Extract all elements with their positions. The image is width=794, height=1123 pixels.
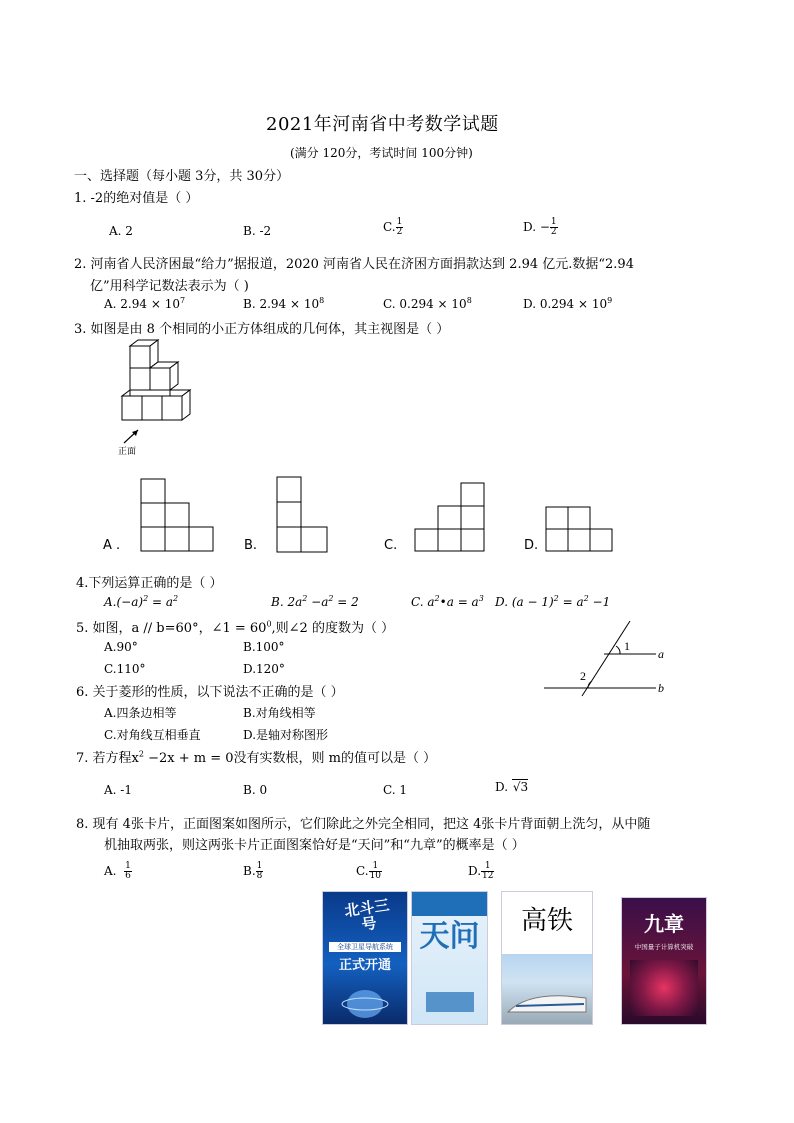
card-tianwen <box>411 891 488 1025</box>
question-2-line2: 亿”用科学记数法表示为（ ) <box>90 279 249 294</box>
question-8-line1: 8. 现有 4张卡片，正面图案如图所示，它们除此之外完全相同，把这 4张卡片背面朝上洗匀，从中随 <box>76 817 651 832</box>
q2-option-c: C. $0.294 \times 10^8$ <box>383 296 472 311</box>
parallel-lines-figure <box>544 618 674 698</box>
question-5-stem: 5. 如图，a // b=60°，∠1 = $60^0$,则∠2 的度数为（ ） <box>76 619 395 636</box>
question-6-stem: 6. 关于菱形的性质，以下说法不正确的是（ ） <box>76 685 344 700</box>
line-b-label: b <box>658 681 664 695</box>
question-4-stem: 4.下列运算正确的是（ ） <box>76 576 223 591</box>
q8-option-b: B. $\frac{1}{8}$ <box>243 861 263 881</box>
train-icon <box>506 984 588 1020</box>
question-2-line1: 2. 河南省人民济困最“给力”据报道，2020 河南省人民在济困方面捐款达到 2.94 亿元.数据“2.94 <box>74 257 634 272</box>
section-heading: 一、选择题（每小题 3分，共 30分） <box>74 169 290 184</box>
card-tianwen-title: 天问 <box>419 919 480 954</box>
card-beidou-title: 北斗三号 <box>343 896 391 934</box>
q4-option-b: B. $2a^2 -a^2 = 2$ <box>271 594 359 609</box>
card-jiuzhang-title: 九章 <box>644 912 684 936</box>
q8-option-d: D. $\frac{1}{12}$ <box>468 861 494 881</box>
card-gaotie <box>501 891 593 1025</box>
card-tianwen-footer <box>426 992 474 1012</box>
q3-view-b <box>276 476 331 553</box>
q2-option-b: B. $2.94 \times 10^8$ <box>243 296 325 311</box>
q6-option-d: D.是轴对称图形 <box>243 728 329 742</box>
question-7-stem: 7. 若方程$x^2 -2x + m = 0$没有实数根，则 m的值可以是（ ） <box>76 749 437 766</box>
q7-option-d: D. √3 <box>495 780 529 794</box>
front-arrow-icon <box>122 428 142 444</box>
q6-option-c: C.对角线互相垂直 <box>104 728 201 742</box>
q1-option-c: C. $\frac{1}{2}$ <box>383 217 403 237</box>
q3-option-c: C. <box>384 538 398 553</box>
card-jiuzhang-line1: 中国量子计算机突破 <box>634 943 694 951</box>
q3-view-a <box>140 478 215 553</box>
q5-option-c: C.110° <box>104 662 146 676</box>
q1-option-b: B. -2 <box>243 224 272 238</box>
card-jiuzhang-graphic <box>630 960 698 1016</box>
q7-option-b: B. 0 <box>243 783 268 797</box>
card-jiuzhang <box>621 897 707 1025</box>
angle-1-label: 1 <box>624 639 630 653</box>
earth-icon <box>341 980 389 1020</box>
question-8-line2: 机抽取两张，则这两张卡片正面图案恰好是“天问”和“九章”的概率是（ ） <box>104 838 525 853</box>
q7-option-c: C. 1 <box>383 783 408 797</box>
q5-option-a: A.90° <box>104 640 138 654</box>
q3-option-a: A . <box>103 538 121 553</box>
page-title: 2021年河南省中考数学试题 <box>266 114 499 135</box>
q8-option-c: C. $\frac{1}{10}$ <box>356 861 382 881</box>
card-beidou <box>322 891 408 1025</box>
q3-option-d: D. <box>524 538 539 553</box>
q2-option-a: A. $2.94 \times 10^7$ <box>104 296 186 311</box>
q1-option-d: D. − $\frac{1}{2}$ <box>523 217 557 237</box>
q3-option-b: B. <box>244 538 258 553</box>
q7-option-a: A. -1 <box>104 783 132 797</box>
q4-option-c: C. $a^2•a = a^3$ <box>411 594 484 609</box>
card-beidou-line1: 全球卫星导航系统 <box>329 942 401 952</box>
question-1-stem: 1. -2的绝对值是（ ） <box>74 191 199 206</box>
cube-solid-figure <box>118 338 208 428</box>
q6-option-a: A.四条边相等 <box>104 706 177 720</box>
front-label: 正面 <box>118 447 137 457</box>
page-subtitle: (满分 120分，考试时间 100分钟) <box>290 146 473 160</box>
q5-option-b: B.100° <box>243 640 285 654</box>
q3-view-d <box>545 506 615 552</box>
line-a-label: a <box>658 647 664 661</box>
question-3-stem: 3. 如图是由 8 个相同的小正方体组成的几何体，其主视图是（ ） <box>74 322 450 337</box>
q6-option-b: B.对角线相等 <box>243 706 316 720</box>
card-gaotie-title: 高铁 <box>520 906 573 936</box>
q2-option-d: D. $0.294 \times 10^9$ <box>523 296 613 311</box>
q4-option-d: D. $(a - 1)^2 = a^2 -1$ <box>495 594 611 609</box>
angle-2-label: 2 <box>580 669 586 683</box>
q3-view-c <box>414 482 486 552</box>
q5-option-d: D.120° <box>243 662 285 676</box>
q4-option-a: $A.(-a)^2 = a^2$ <box>104 594 179 609</box>
q1-option-a: A. 2 <box>109 224 133 238</box>
card-tianwen-header <box>412 892 487 916</box>
q8-option-a: A. $\frac{1}{6}$ <box>104 861 131 881</box>
card-beidou-line2: 正式开通 <box>338 958 391 973</box>
